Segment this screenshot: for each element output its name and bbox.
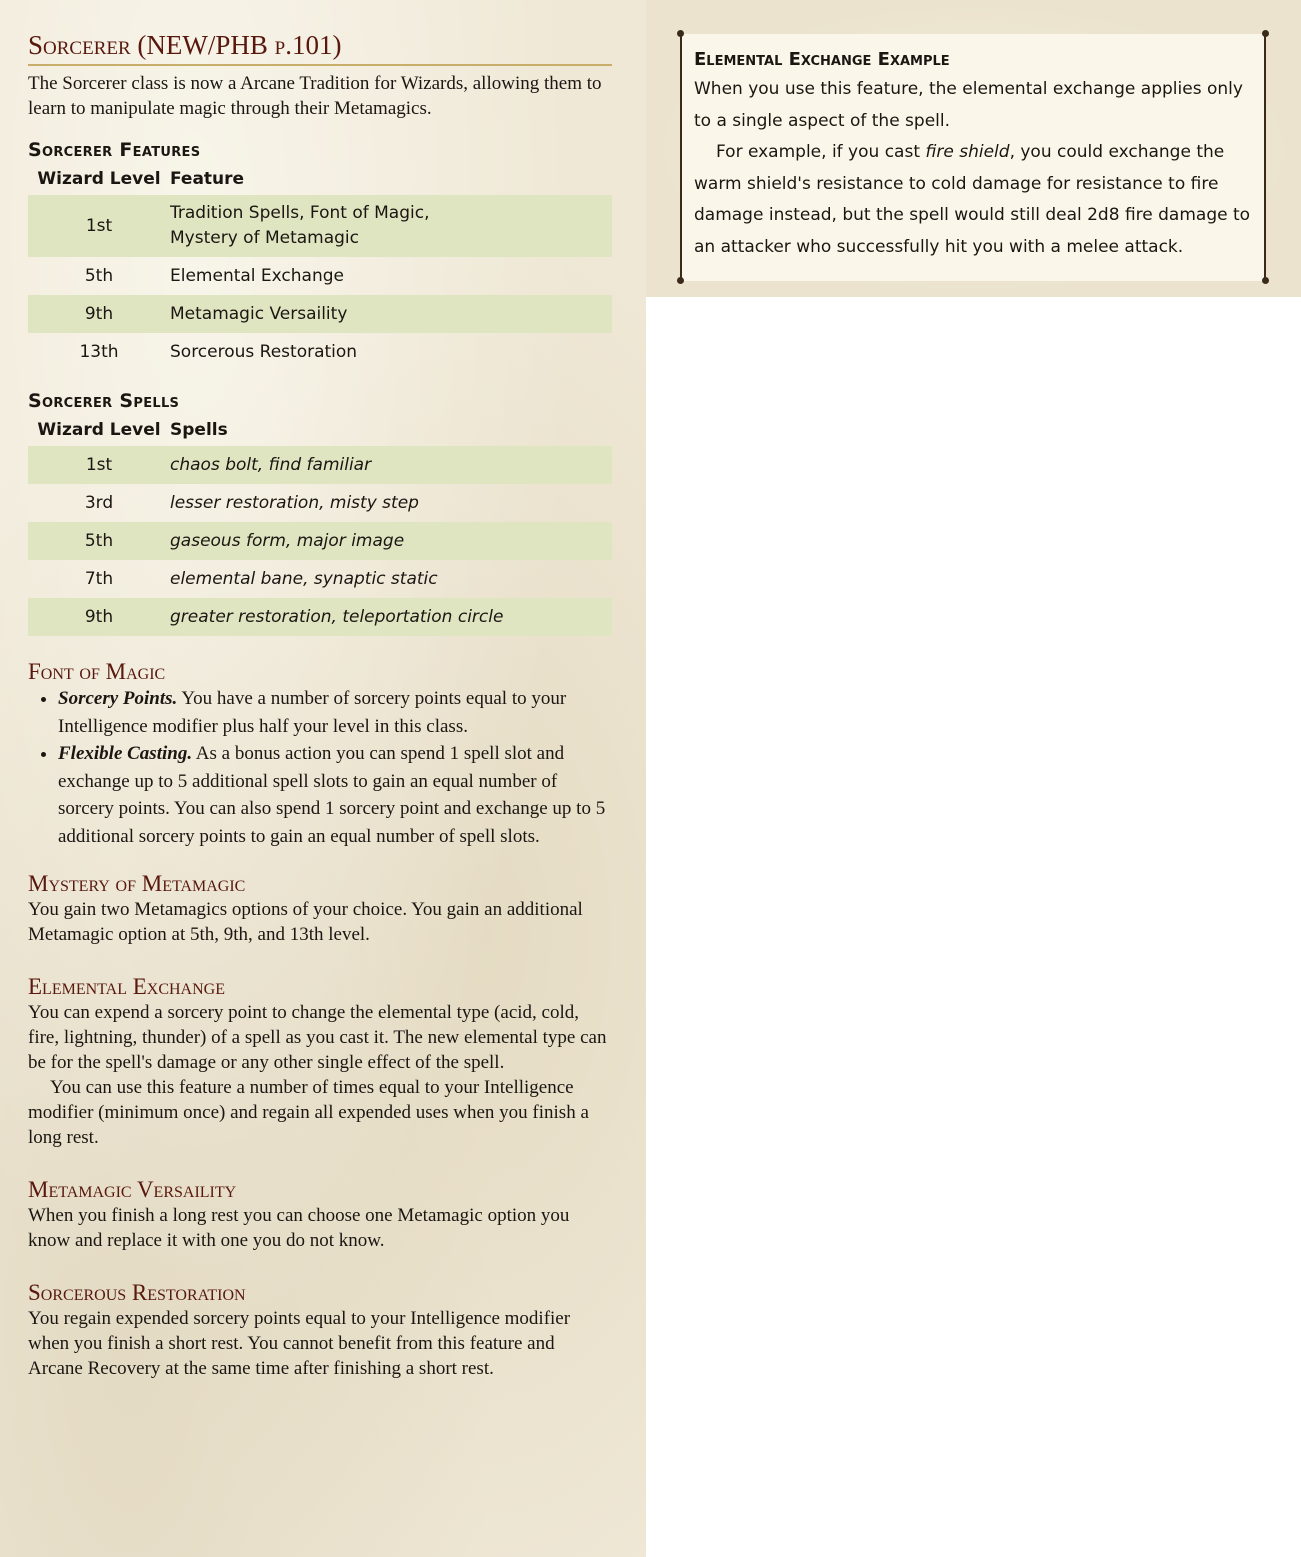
table-header-row — [28, 163, 612, 195]
table-row — [28, 333, 612, 371]
note-spell-name: fire shield — [925, 142, 1010, 162]
table-cell-feature: Sorcerous Restoration — [170, 341, 358, 362]
features-table-heading: Sorcerer Features — [28, 139, 201, 161]
note-text-pre: For example, if you cast — [716, 142, 926, 162]
table-row — [28, 195, 612, 257]
table-cell-level: 7th — [84, 568, 114, 589]
table-row — [28, 484, 612, 522]
table-cell-spells: chaos bolt, find familiar — [170, 446, 612, 484]
note-text: When you use this feature, the elemental exchange applies only to a single aspect of the spell. — [694, 79, 1243, 131]
table-cell-level: 1st — [28, 446, 170, 484]
note-box — [680, 34, 1266, 281]
col-header-spells: Spells — [170, 420, 228, 440]
spells-table-heading: Sorcerer Spells — [28, 390, 180, 412]
list-item-text: As a bonus action you can spend 1 spell slot and exchange up to 5 additional spell slots to gain an equal number of sorcery points. You can also spend 1 sorcery point and exchange up to 5 additional sorcery points to gain an equal number of spell slots. — [58, 743, 606, 847]
table-cell-level: 9th — [28, 295, 170, 333]
list-item — [58, 685, 612, 740]
table-row — [28, 257, 612, 295]
elemental-text: You can expend a sorcery point to change the elemental type (acid, cold, fire, lightning, thunder) of a spell as you cast it. The new elemental type can be for the spell's damage or any other single effect of the spell. — [28, 1002, 607, 1073]
versaility-heading: Metamagic Versaility — [28, 1177, 237, 1202]
versaility-text: When you finish a long rest you can choose one Metamagic option you know and replace it with one you do not know. — [28, 1205, 570, 1251]
table-cell-spells: gaseous form, major image — [170, 522, 612, 560]
list-item-text: You have a number of sorcery points equal to your Intelligence modifier plus half your level in this class. — [58, 688, 567, 737]
table-cell-feature: Metamagic Versaility — [170, 295, 612, 333]
table-cell-level: 9th — [28, 598, 170, 636]
note-corner-dot — [677, 30, 684, 37]
elemental-heading: Elemental Exchange — [28, 974, 225, 999]
font-of-magic-list — [28, 685, 612, 850]
elemental-text-2: You can use this feature a number of times equal to your Intelligence modifier (minimum once) and regain all expended uses when you finish a long rest. — [28, 1077, 589, 1148]
note-text-2 — [694, 137, 1252, 263]
features-table — [28, 163, 612, 371]
list-item-label: Flexible Casting. — [58, 743, 193, 764]
restoration-heading: Sorcerous Restoration — [28, 1280, 246, 1305]
main-column — [28, 26, 612, 1381]
table-cell-level: 1st — [28, 195, 170, 257]
font-of-magic-heading: Font of Magic — [28, 659, 166, 684]
mystery-heading: Mystery of Metamagic — [28, 871, 246, 896]
table-row — [28, 598, 612, 636]
restoration-text: You regain expended sorcery points equal to your Intelligence modifier when you finish a short rest. You cannot benefit from this feature and Arcane Recovery at the same time after finishing a short rest. — [28, 1308, 571, 1379]
table-header-row — [28, 414, 612, 446]
table-cell-spells: greater restoration, teleportation circle — [170, 598, 612, 636]
table-cell-level: 5th — [28, 522, 170, 560]
table-cell-level: 5th — [84, 265, 114, 286]
table-cell-level: 3rd — [84, 492, 114, 513]
note-corner-dot — [1262, 277, 1269, 284]
col-header-level: Wizard Level — [37, 420, 161, 440]
table-cell-spells: elemental bane, synaptic static — [170, 568, 438, 589]
mystery-text: You gain two Metamagics options of your choice. You gain an additional Metamagic option at 5th, 9th, and 13th level. — [28, 899, 583, 945]
col-header-level: Wizard Level — [37, 169, 161, 189]
table-cell-feature: Elemental Exchange — [170, 265, 344, 286]
table-cell-feature — [170, 195, 612, 257]
list-item-label: Sorcery Points. — [58, 688, 178, 709]
intro-text: The Sorcerer class is now a Arcane Tradition for Wizards, allowing them to learn to manipulate magic through their Metamagics. — [28, 73, 602, 119]
table-row — [28, 522, 612, 560]
table-cell-spells: lesser restoration, misty step — [170, 492, 419, 513]
note-corner-dot — [1262, 30, 1269, 37]
table-cell-level: 13th — [79, 341, 119, 362]
table-row — [28, 560, 612, 598]
table-row — [28, 295, 612, 333]
feature-line: Mystery of Metamagic — [170, 228, 360, 248]
note-corner-dot — [677, 277, 684, 284]
note-text-post: , you could exchange the warm shield's resistance to cold damage for resistance to fire damage instead, but the spell would still deal 2d8 fire damage to an attacker who successfully hit you with a melee attack. — [694, 142, 1251, 257]
page-title: Sorcerer (NEW/PHB p.101) — [28, 26, 612, 66]
col-header-feature: Feature — [170, 169, 245, 189]
spells-table — [28, 414, 612, 636]
feature-line: Tradition Spells, Font of Magic, — [170, 203, 430, 223]
table-row — [28, 446, 612, 484]
note-heading: Elemental Exchange Example — [694, 49, 950, 70]
list-item — [58, 740, 612, 850]
